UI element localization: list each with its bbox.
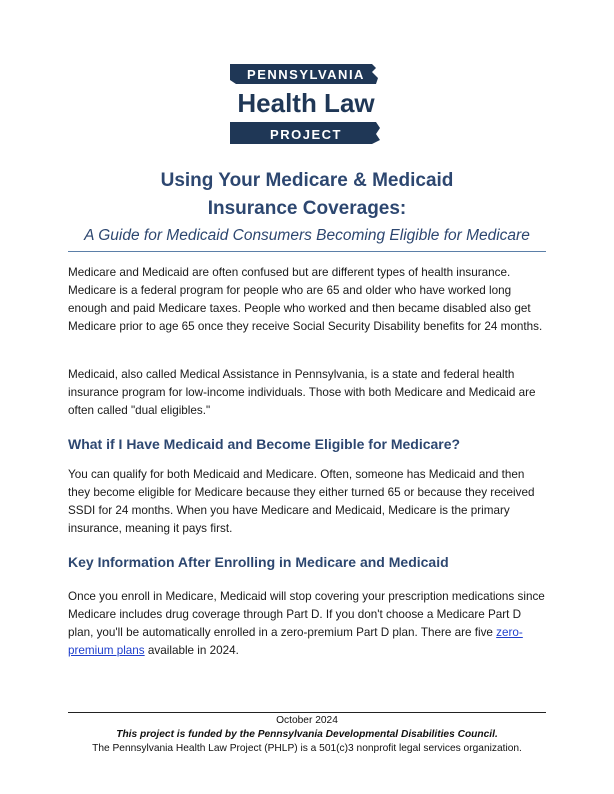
logo-line2: Health Law [237,88,375,118]
logo-line3: PROJECT [270,127,342,142]
page-subtitle: A Guide for Medicaid Consumers Becoming Eligible for Medicare [84,227,530,244]
key-info-paragraph [68,588,546,660]
footer-divider [68,712,546,713]
intro-paragraph: Medicare and Medicaid are often confused but are different types of health insurance. Medicare is a federal program for people who are 65 and older who have worked long enough and paid Medicare taxes. People who worked and then became disabled also get Medicare prior to age 65 once they receive Social Security Disability benefits for 24 months. [68,266,543,333]
footer-org: The Pennsylvania Health Law Project (PHLP) is a 501(c)3 nonprofit legal services organization. [92,743,522,754]
key-info-text-before: Once you enroll in Medicare, Medicaid will stop covering your prescription medications since Medicare includes drug coverage through Part D. If you don't choose a Medicare Part D plan, you'll be automatically enrolled in a zero-premium Part D plan. There are five [68,590,545,639]
phlp-logo [226,60,386,150]
footer-funding: This project is funded by the Pennsylvania Developmental Disabilities Council. [116,729,498,740]
section-heading-key-info: Key Information After Enrolling in Medicare and Medicaid [68,554,449,570]
section-heading-eligible: What if I Have Medicaid and Become Eligible for Medicare? [68,436,461,452]
title-divider [68,251,546,252]
page-title-line2: Insurance Coverages: [207,198,407,219]
zero-premium-plans-link[interactable]: zero-premium plans [68,626,523,657]
key-info-text-after: available in 2024. [144,644,239,657]
logo-line1: PENNSYLVANIA [247,67,365,82]
page-title-line1: Using Your Medicare & Medicaid [160,170,454,191]
eligible-paragraph: You can qualify for both Medicaid and Medicare. Often, someone has Medicaid and then they become eligible for Medicare because they either turned 65 or because they received SSDI for 24 months. When you have Medicare and Medicaid, Medicare is the primary insurance, meaning it pays first. [68,468,535,535]
footer-date: October 2024 [276,715,338,726]
medicaid-paragraph: Medicaid, also called Medical Assistance in Pennsylvania, is a state and federal health insurance program for low-income individuals. Those with both Medicare and Medicaid are often called "dual eligibles." [68,368,536,417]
